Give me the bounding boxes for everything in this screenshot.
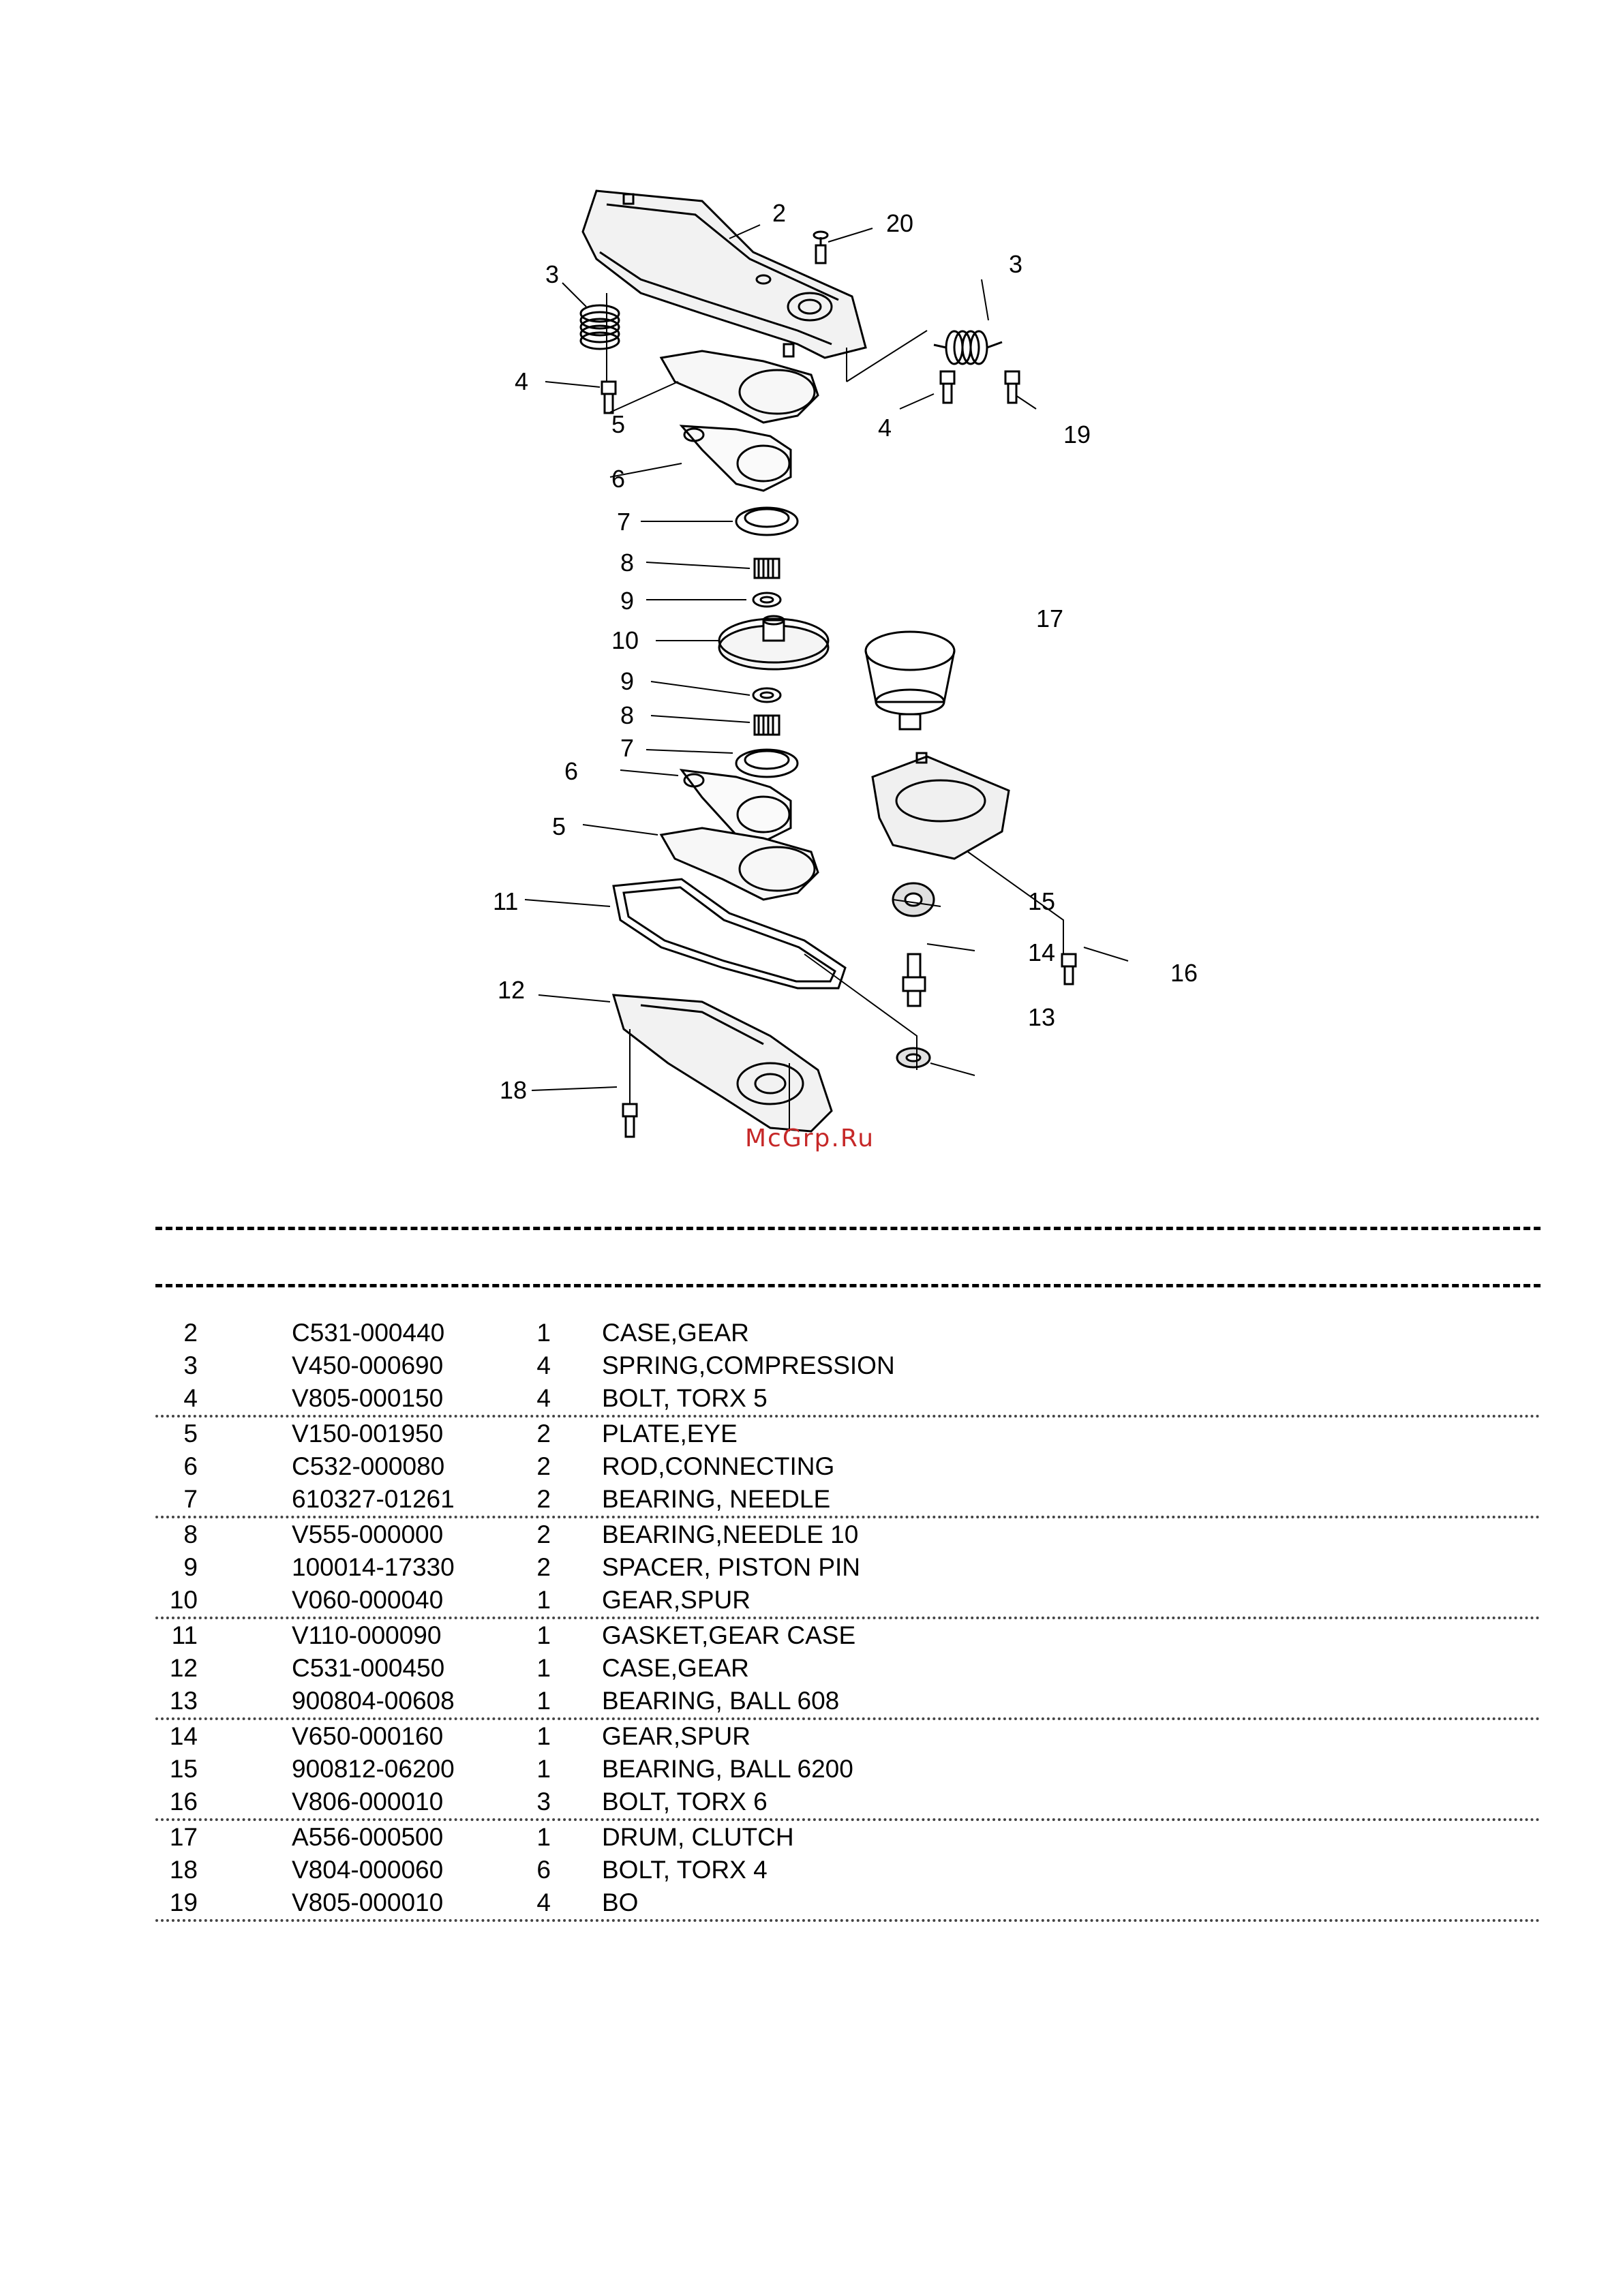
- spur-gear-shaft-illustration: [903, 954, 925, 1006]
- quantity: 1: [536, 1586, 551, 1614]
- part-number: 610327-01261: [292, 1485, 455, 1513]
- ref-number: 8: [183, 1520, 198, 1548]
- quantity: 3: [536, 1788, 551, 1816]
- clutch-housing-illustration: [873, 753, 1009, 859]
- description: GASKET,GEAR CASE: [602, 1621, 856, 1649]
- table-row: [155, 1349, 1541, 1382]
- quantity: 4: [536, 1351, 551, 1379]
- callout-5: 5: [611, 410, 626, 438]
- quantity: 1: [536, 1687, 551, 1715]
- callout-16: 16: [1170, 959, 1198, 987]
- description: CASE,GEAR: [602, 1654, 749, 1682]
- ref-number: 4: [183, 1384, 198, 1412]
- quantity: 1: [536, 1823, 551, 1851]
- quantity: 2: [536, 1452, 551, 1480]
- ref-number: 15: [169, 1755, 198, 1783]
- spring-right-illustration: [934, 331, 1002, 364]
- callout-3: 3: [545, 260, 560, 288]
- description: SPACER, PISTON PIN: [602, 1553, 860, 1581]
- bolt-19-illustration: [1005, 371, 1019, 403]
- callout-10: 10: [611, 626, 639, 654]
- ref-number: 11: [171, 1621, 198, 1649]
- table-row: [155, 1854, 1541, 1886]
- bolt-torx5-left-illustration: [602, 382, 616, 413]
- table-row: [155, 1720, 1541, 1753]
- part-number: 100014-17330: [292, 1553, 455, 1581]
- connecting-rod-upper-illustration: [682, 426, 791, 491]
- bolt-torx4-illustration: [623, 1104, 637, 1137]
- quantity: 1: [536, 1722, 551, 1750]
- part-number: C531-000450: [292, 1654, 445, 1682]
- quantity: 4: [536, 1384, 551, 1412]
- description: CASE,GEAR: [602, 1319, 749, 1347]
- table-header-rule-top: [155, 1227, 1541, 1230]
- table-row: [155, 1418, 1541, 1450]
- part-number: 900804-00608: [292, 1687, 455, 1715]
- quantity: 2: [536, 1520, 551, 1548]
- description: PLATE,EYE: [602, 1420, 738, 1448]
- part-number: V805-000010: [292, 1888, 444, 1916]
- description: ROD,CONNECTING: [602, 1452, 835, 1480]
- description: BOLT, TORX 5: [602, 1384, 768, 1412]
- upper-gear-case-illustration: [583, 191, 866, 358]
- description: BEARING, NEEDLE: [602, 1485, 831, 1513]
- callout-9: 9: [620, 667, 635, 695]
- bearing-ball-608-illustration: [897, 1048, 930, 1067]
- callout-11: 11: [493, 887, 519, 915]
- callout-12: 12: [498, 976, 526, 1004]
- ref-number: 7: [183, 1485, 198, 1513]
- callout-13: 13: [1028, 1003, 1056, 1031]
- callout-2: 2: [772, 199, 787, 227]
- table-row: [155, 1886, 1541, 1922]
- table-row: [155, 1483, 1541, 1518]
- table-row: [155, 1753, 1541, 1786]
- callout-6: 6: [564, 757, 579, 785]
- ref-number: 3: [183, 1351, 198, 1379]
- description: BEARING,NEEDLE 10: [602, 1520, 859, 1548]
- callout-4: 4: [515, 367, 529, 395]
- part-number: 900812-06200: [292, 1755, 455, 1783]
- description: SPRING,COMPRESSION: [602, 1351, 895, 1379]
- callout-8: 8: [620, 701, 635, 729]
- callout-8: 8: [620, 549, 635, 577]
- spring-left-illustration: [581, 305, 619, 349]
- quantity: 1: [536, 1319, 551, 1347]
- quantity: 2: [536, 1553, 551, 1581]
- ref-number: 16: [169, 1788, 198, 1816]
- table-row: [155, 1619, 1541, 1652]
- callout-15: 15: [1028, 887, 1056, 915]
- callout-3: 3: [1009, 250, 1023, 278]
- spacer-lower-illustration: [753, 688, 780, 702]
- description: BEARING, BALL 608: [602, 1687, 840, 1715]
- callout-20: 20: [886, 209, 914, 237]
- ref-number: 2: [183, 1319, 198, 1347]
- part-number: V806-000010: [292, 1788, 444, 1816]
- spur-gear-illustration: [719, 616, 828, 669]
- table-row: [155, 1518, 1541, 1551]
- callout-18: 18: [500, 1076, 528, 1104]
- ref-number: 5: [183, 1420, 198, 1448]
- bolt-torx5-right-illustration: [941, 371, 954, 403]
- ref-number: 18: [169, 1856, 198, 1884]
- ref-number: 12: [169, 1654, 198, 1682]
- ref-number: 13: [169, 1687, 198, 1715]
- bearing-needle10-lower-illustration: [755, 716, 779, 735]
- grease-fitting-illustration: [814, 232, 828, 263]
- eye-plate-lower-illustration: [661, 828, 818, 900]
- eye-plate-upper-illustration: [661, 351, 818, 423]
- quantity: 2: [536, 1420, 551, 1448]
- part-number: A556-000500: [292, 1823, 444, 1851]
- bearing-ball-6200-illustration: [893, 883, 934, 916]
- description: GEAR,SPUR: [602, 1586, 750, 1614]
- part-number: V150-001950: [292, 1420, 444, 1448]
- quantity: 4: [536, 1888, 551, 1916]
- ref-number: 9: [183, 1553, 198, 1581]
- part-number: V450-000690: [292, 1351, 444, 1379]
- callout-19: 19: [1063, 420, 1091, 448]
- callout-6: 6: [611, 465, 626, 493]
- gasket-illustration: [613, 879, 845, 988]
- parts-list-table: [155, 1317, 1541, 1922]
- spacer-upper-illustration: [753, 593, 780, 607]
- part-number: V110-000090: [292, 1621, 442, 1649]
- callout-9: 9: [620, 587, 635, 615]
- callout-4: 4: [878, 414, 892, 442]
- clutch-drum-illustration: [866, 632, 954, 729]
- description: GEAR,SPUR: [602, 1722, 750, 1750]
- part-number: V060-000040: [292, 1586, 444, 1614]
- ref-number: 14: [169, 1722, 198, 1750]
- quantity: 1: [536, 1621, 551, 1649]
- table-row: [155, 1450, 1541, 1483]
- part-number: C531-000440: [292, 1319, 445, 1347]
- description: DRUM, CLUTCH: [602, 1823, 794, 1851]
- callout-5: 5: [552, 812, 566, 840]
- ref-number: 19: [169, 1888, 198, 1916]
- part-number: V804-000060: [292, 1856, 444, 1884]
- bolt-torx6-illustration: [1062, 954, 1076, 984]
- table-row: [155, 1821, 1541, 1854]
- part-number: V555-000000: [292, 1520, 444, 1548]
- part-number: V805-000150: [292, 1384, 444, 1412]
- quantity: 6: [536, 1856, 551, 1884]
- quantity: 1: [536, 1755, 551, 1783]
- watermark-text: McGrp.Ru: [745, 1124, 875, 1152]
- quantity: 2: [536, 1485, 551, 1513]
- table-row: [155, 1551, 1541, 1584]
- table-row: [155, 1786, 1541, 1821]
- callout-14: 14: [1028, 938, 1056, 966]
- table-row: [155, 1584, 1541, 1619]
- exploded-parts-diagram: [477, 177, 1227, 1159]
- quantity: 1: [536, 1654, 551, 1682]
- callout-17: 17: [1036, 604, 1064, 632]
- table-row: [155, 1652, 1541, 1685]
- table-row: [155, 1382, 1541, 1418]
- bearing-needle-upper-illustration: [736, 508, 798, 535]
- callout-7: 7: [617, 508, 631, 536]
- part-number: V650-000160: [292, 1722, 444, 1750]
- ref-number: 6: [183, 1452, 198, 1480]
- table-row: [155, 1685, 1541, 1720]
- description: BOLT, TORX 4: [602, 1856, 768, 1884]
- bearing-needle10-upper-illustration: [755, 559, 779, 578]
- description: BO: [602, 1888, 639, 1916]
- ref-number: 10: [169, 1586, 198, 1614]
- part-number: C532-000080: [292, 1452, 445, 1480]
- description: BOLT, TORX 6: [602, 1788, 768, 1816]
- callout-7: 7: [620, 734, 635, 762]
- bearing-needle-lower-illustration: [736, 750, 798, 777]
- table-row: [155, 1317, 1541, 1349]
- table-header-rule-bottom: [155, 1284, 1541, 1287]
- lower-gear-case-illustration: [613, 995, 832, 1131]
- description: BEARING, BALL 6200: [602, 1755, 853, 1783]
- ref-number: 17: [169, 1823, 198, 1851]
